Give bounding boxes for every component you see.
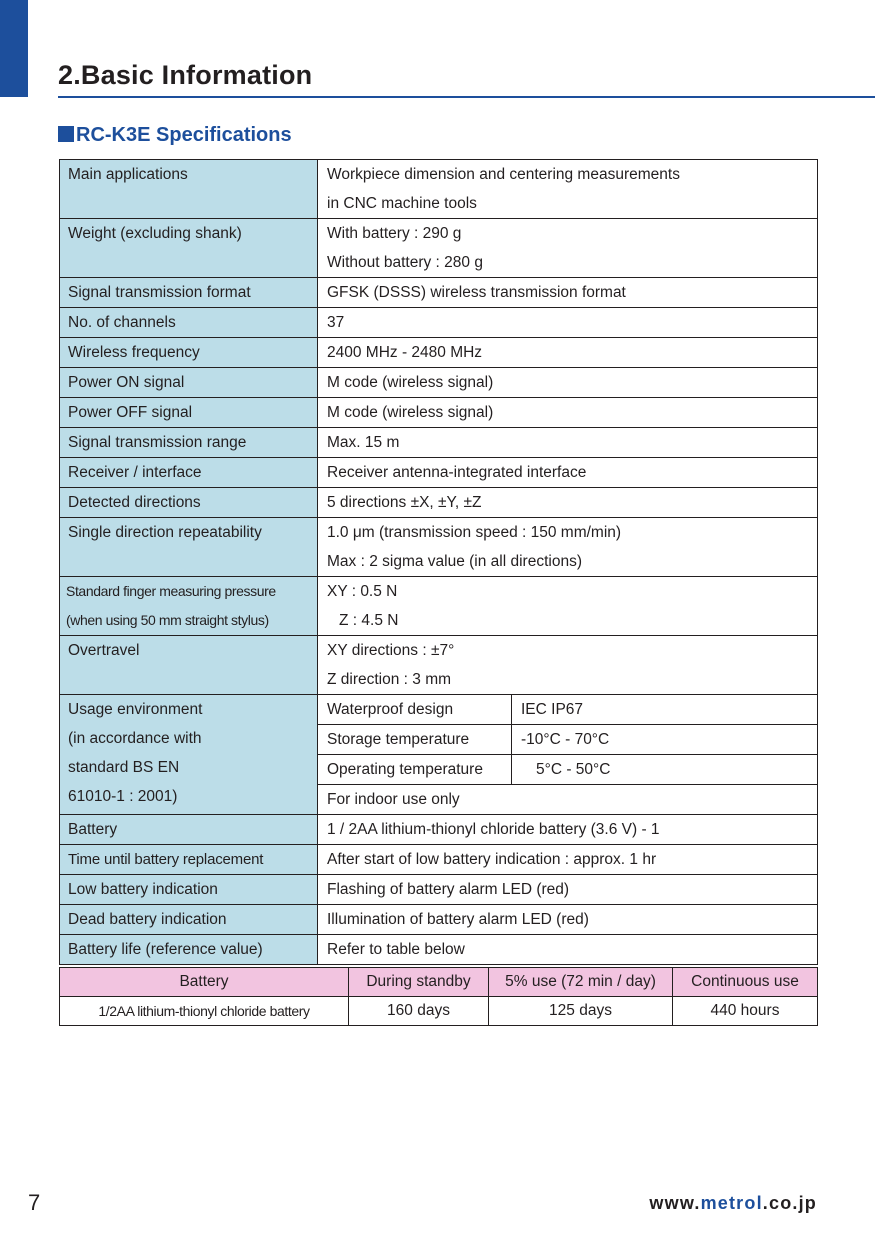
table-cell: 160 days <box>349 997 489 1026</box>
spec-value: IEC IP67 <box>512 695 818 725</box>
spec-label: Detected directions <box>60 488 318 518</box>
spec-value: Refer to table below <box>318 935 818 965</box>
table-row <box>60 815 818 845</box>
spec-value: Max. 15 m <box>318 428 818 458</box>
column-header: Battery <box>60 968 349 997</box>
spec-label: Standard finger measuring pressure (when using 50 mm straight stylus) <box>60 577 318 636</box>
spec-sub-label: Operating temperature <box>318 755 512 785</box>
spec-value: Illumination of battery alarm LED (red) <box>318 905 818 935</box>
table-row <box>60 518 818 577</box>
section-title-text: RC-K3E Specifications <box>76 124 292 146</box>
spec-label: Battery <box>60 815 318 845</box>
table-row <box>60 488 818 518</box>
table-cell: 125 days <box>489 997 673 1026</box>
spec-sub-label: Storage temperature <box>318 725 512 755</box>
spec-value: Workpiece dimension and centering measurements in CNC machine tools <box>318 160 818 219</box>
spec-label: Overtravel <box>60 636 318 695</box>
table-row <box>60 905 818 935</box>
table-row <box>60 308 818 338</box>
spec-value: -10°C - 70°C <box>512 725 818 755</box>
spec-value: XY directions : ±7° Z direction : 3 mm <box>318 636 818 695</box>
spec-label: Single direction repeatability <box>60 518 318 577</box>
column-header: Continuous use <box>673 968 818 997</box>
spec-value: 5 directions ±X, ±Y, ±Z <box>318 488 818 518</box>
table-row <box>60 458 818 488</box>
spec-label: Power OFF signal <box>60 398 318 428</box>
spec-value: 2400 MHz - 2480 MHz <box>318 338 818 368</box>
spec-label: Wireless frequency <box>60 338 318 368</box>
spec-label: Weight (excluding shank) <box>60 219 318 278</box>
spec-label: Low battery indication <box>60 875 318 905</box>
chapter-tab <box>0 0 28 97</box>
square-bullet-icon <box>58 126 74 142</box>
spec-label: Usage environment (in accordance with standard BS EN 61010-1 : 2001) <box>60 695 318 815</box>
table-row <box>60 368 818 398</box>
spec-label: Main applications <box>60 160 318 219</box>
table-cell: 440 hours <box>673 997 818 1026</box>
spec-label: Receiver / interface <box>60 458 318 488</box>
spec-label: Power ON signal <box>60 368 318 398</box>
table-row <box>60 695 818 725</box>
spec-value: 5°C - 50°C <box>512 755 818 785</box>
page-number: 7 <box>28 1190 41 1215</box>
spec-value: 1.0 μm (transmission speed : 150 mm/min) Max : 2 sigma value (in all directions) <box>318 518 818 577</box>
page-title: 2.Basic Information <box>58 60 313 90</box>
spec-value: M code (wireless signal) <box>318 398 818 428</box>
spec-value: For indoor use only <box>318 785 818 815</box>
column-header: 5% use (72 min / day) <box>489 968 673 997</box>
table-row <box>60 875 818 905</box>
spec-value: 37 <box>318 308 818 338</box>
spec-label: Signal transmission range <box>60 428 318 458</box>
spec-value: After start of low battery indication : approx. 1 hr <box>318 845 818 875</box>
table-row <box>60 636 818 695</box>
spec-value: 1 / 2AA lithium-thionyl chloride battery (3.6 V) - 1 <box>318 815 818 845</box>
battery-life-table <box>59 967 818 1026</box>
spec-label: No. of channels <box>60 308 318 338</box>
table-cell: 1/2AA lithium-thionyl chloride battery <box>60 997 349 1026</box>
spec-value: With battery : 290 g Without battery : 280 g <box>318 219 818 278</box>
spec-sub-label: Waterproof design <box>318 695 512 725</box>
table-row <box>60 997 818 1026</box>
spec-label: Battery life (reference value) <box>60 935 318 965</box>
table-row <box>60 935 818 965</box>
table-row <box>60 845 818 875</box>
spec-table <box>59 159 818 965</box>
title-divider <box>58 96 875 98</box>
section-title <box>58 124 292 147</box>
table-row <box>60 219 818 278</box>
spec-value: Receiver antenna-integrated interface <box>318 458 818 488</box>
table-row <box>60 398 818 428</box>
spec-value: Flashing of battery alarm LED (red) <box>318 875 818 905</box>
spec-label: Signal transmission format <box>60 278 318 308</box>
column-header: During standby <box>349 968 489 997</box>
table-row <box>60 160 818 219</box>
table-row <box>60 278 818 308</box>
table-row <box>60 428 818 458</box>
website-url: www.metrol.co.jp <box>649 1193 817 1213</box>
spec-value: GFSK (DSSS) wireless transmission format <box>318 278 818 308</box>
spec-value: XY : 0.5 N Z : 4.5 N <box>318 577 818 636</box>
table-row <box>60 577 818 636</box>
table-header-row <box>60 968 818 997</box>
spec-label: Dead battery indication <box>60 905 318 935</box>
spec-label: Time until battery replacement <box>60 845 318 875</box>
spec-value: M code (wireless signal) <box>318 368 818 398</box>
table-row <box>60 338 818 368</box>
